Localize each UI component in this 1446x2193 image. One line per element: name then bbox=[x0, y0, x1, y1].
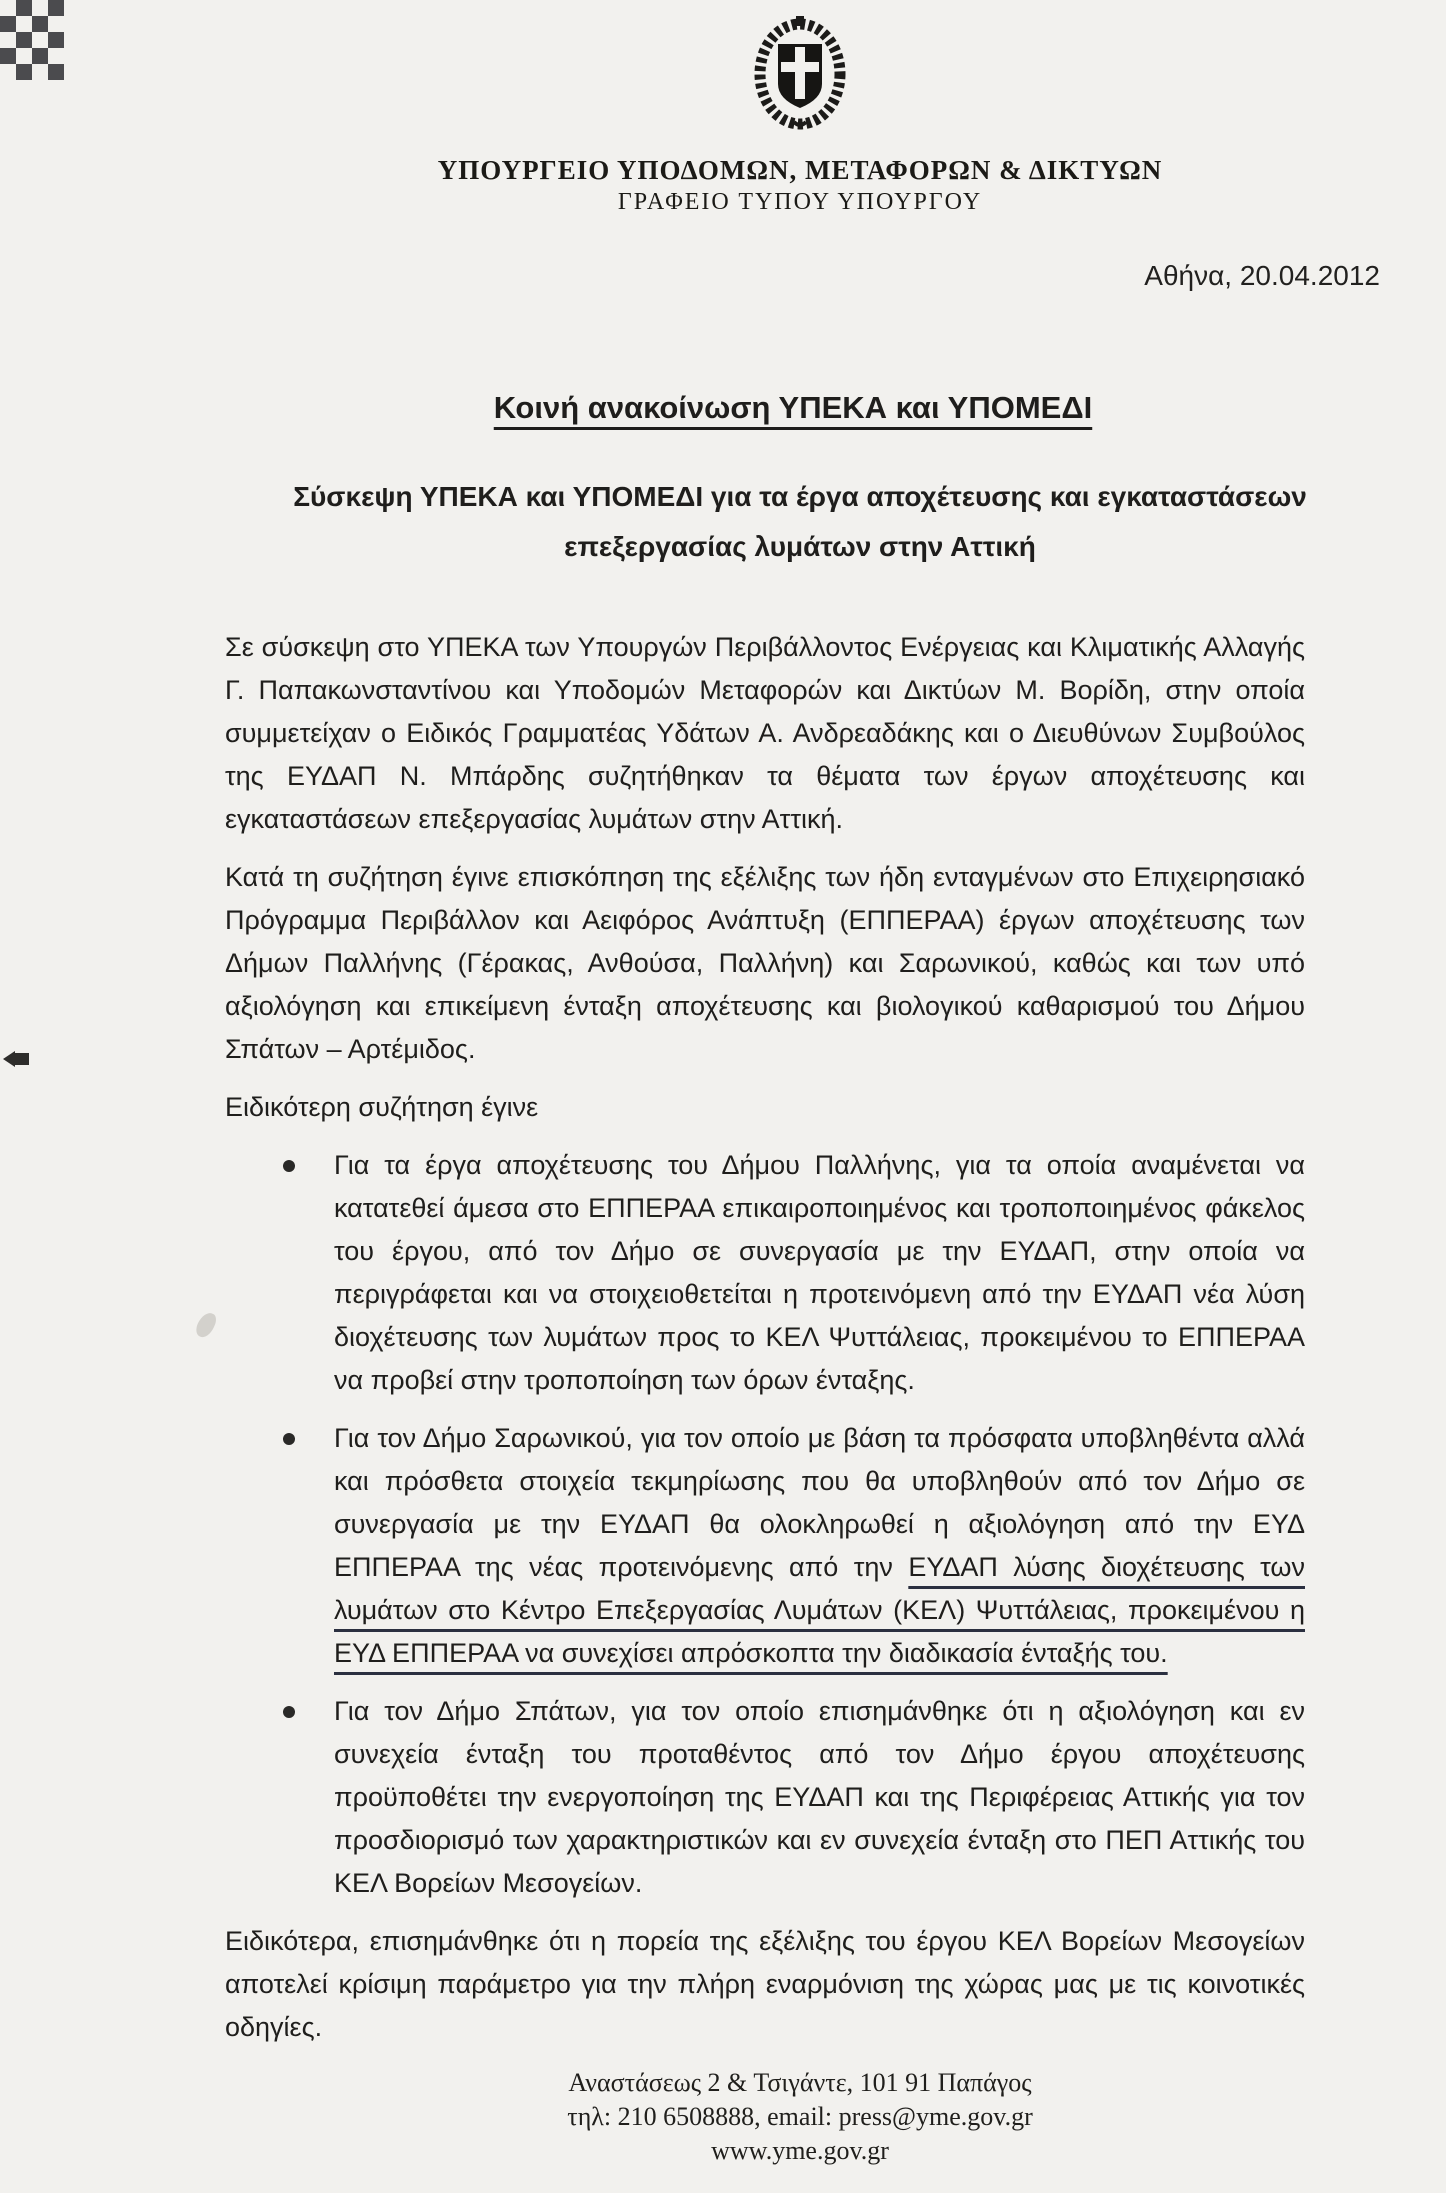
ministry-name: ΥΠΟΥΡΓΕΙΟ ΥΠΟΔΟΜΩΝ, ΜΕΤΑΦΟΡΩΝ & ΔΙΚΤΥΩΝ bbox=[437, 155, 1163, 185]
document-title-text: Κοινή ανακοίνωση ΥΠΕΚΑ και ΥΠΟΜΕΔΙ bbox=[493, 390, 1093, 425]
bullet-saronikos-pen-underlined-text: ΕΥΔΑΠ λύσης διοχέτευσης των λυμάτων στο Κέντρο Επεξεργασίας Λυμάτων (ΚΕΛ) Ψυττάλειας, προκειμένου η ΕΥΔ ΕΠΠΕΡΑΑ να συνεχίσει απρόσκοπτα την διαδικασία ένταξής του. bbox=[334, 1552, 1305, 1668]
document-title bbox=[260, 390, 1340, 426]
paragraph-discussion-intro: Ειδικότερη συζήτηση έγινε bbox=[225, 1092, 539, 1122]
paragraph-meeting-summary: Σε σύσκεψη στο ΥΠΕΚΑ των Υπουργών Περιβάλλοντος Ενέργειας και Κλιματικής Αλλαγής Γ. Παπακωνσταντίνου και Υποδομών Μεταφορών και Δικτύων Μ. Βορίδη, στην οποία συμμετείχαν ο Ειδικός Γραμματέας Υδάτων Α. Ανδρεαδάκης και ο Διευθύνων Συμβούλος της ΕΥΔΑΠ Ν. Μπάρδης συζητήθηκαν τα θέματα των έργων αποχέτευσης και εγκαταστάσεων επεξεργασίας λυμάτων στην Αττική. bbox=[225, 632, 1305, 834]
document-header bbox=[260, 0, 1340, 216]
footer-contact: τηλ: 210 6508888, email: press@yme.gov.gr bbox=[567, 2102, 1033, 2131]
discussion-bullet-list bbox=[225, 1144, 1305, 1905]
bullet-spata bbox=[225, 1690, 1305, 1905]
footer-address: Αναστάσεως 2 & Τσιγάντε, 101 91 Παπάγος bbox=[568, 2068, 1032, 2097]
greek-coat-of-arms-icon bbox=[744, 14, 856, 136]
document-body bbox=[225, 626, 1305, 2049]
bullet-pallini bbox=[225, 1144, 1305, 1402]
paragraph-progress-review: Κατά τη συζήτηση έγινε επισκόπηση της εξέλιξης των ήδη ενταγμένων στο Επιχειρησιακό Πρόγραμμα Περιβάλλον και Αειφόρος Ανάπτυξη (ΕΠΠΕΡΑΑ) έργων αποχέτευσης των Δήμων Παλλήνης (Γέρακας, Ανθούσα, Παλλήνη) και Σαρωνικού, καθώς και των υπό αξιολόγηση και επικείμενη ένταξη αποχέτευσης και βιολογικού καθαρισμού του Δήμου Σπάτων – Αρτέμιδος. bbox=[225, 862, 1305, 1064]
press-office-line: ΓΡΑΦΕΙΟ ΤΥΠΟΥ ΥΠΟΥΡΓΟΥ bbox=[617, 189, 983, 215]
paragraph-closing: Ειδικότερα, επισημάνθηκε ότι η πορεία της εξέλιξης του έργου ΚΕΛ Βορείων Μεσογείων αποτελεί κρίσιμη παράμετρο για την πλήρη εναρμόνιση της χώρας μας με τις κοινοτικές οδηγίες. bbox=[225, 1926, 1305, 2042]
bullet-saronikos bbox=[225, 1417, 1305, 1675]
footer-website: www.yme.gov.gr bbox=[711, 2136, 889, 2165]
emblem-container bbox=[260, 0, 1340, 141]
document-subtitle: Σύσκεψη ΥΠΕΚΑ και ΥΠΟΜΕΔΙ για τα έργα αποχέτευσης και εγκαταστάσεων επεξεργασίας λυμάτων στην Αττική bbox=[293, 481, 1307, 562]
bullet-pallini-text: Για τα έργα αποχέτευσης του Δήμου Παλλήνης, για τα οποία αναμένεται να κατατεθεί άμεσα στο ΕΠΠΕΡΑΑ επικαιροποιημένος και τροποποιημένος φάκελος του έργου, από τον Δήμο σε συνεργασία με την ΕΥΔΑΠ, στην οποία να περιγράφεται και να στοιχειοθετείται η προτεινόμενη από την ΕΥΔΑΠ νέα λύση διοχέτευσης των λυμάτων προς το ΚΕΛ Ψυττάλειας, προκειμένου το ΕΠΠΕΡΑΑ να προβεί στην τροποποίηση των όρων ένταξης. bbox=[334, 1150, 1305, 1395]
bullet-spata-text: Για τον Δήμο Σπάτων, για τον οποίο επισημάνθηκε ότι η αξιολόγηση και εν συνεχεία ένταξη του προταθέντος από τον Δήμο έργου αποχέτευσης προϋποθέτει την ενεργοποίηση της ΕΥΔΑΠ και της Περιφέρειας Αττικής για τον προσδιορισμό των χαρακτηριστικών και εν συνεχεία ένταξη στο ΠΕΠ Αττικής του ΚΕΛ Βορείων Μεσογείων. bbox=[334, 1696, 1305, 1898]
margin-arrow-mark bbox=[3, 1050, 31, 1068]
scan-checkerboard-mark bbox=[0, 0, 64, 80]
bullet-saronikos-text: Για τον Δήμο Σαρωνικού, για τον οποίο με βάση τα πρόσφατα υποβληθέντα αλλά και πρόσθετα στοιχεία τεκμηρίωσης που θα υποβληθούν από τον Δήμο σε συνεργασία με την ΕΥΔΑΠ θα ολοκληρωθεί η αξιολόγηση από την ΕΥΔ ΕΠΠΕΡΑΑ της νέας προτεινόμενης από την bbox=[334, 1423, 1305, 1582]
dateline: Αθήνα, 20.04.2012 bbox=[1144, 260, 1380, 291]
scan-smudge-artifact bbox=[193, 1310, 218, 1340]
document-footer bbox=[260, 2066, 1340, 2168]
